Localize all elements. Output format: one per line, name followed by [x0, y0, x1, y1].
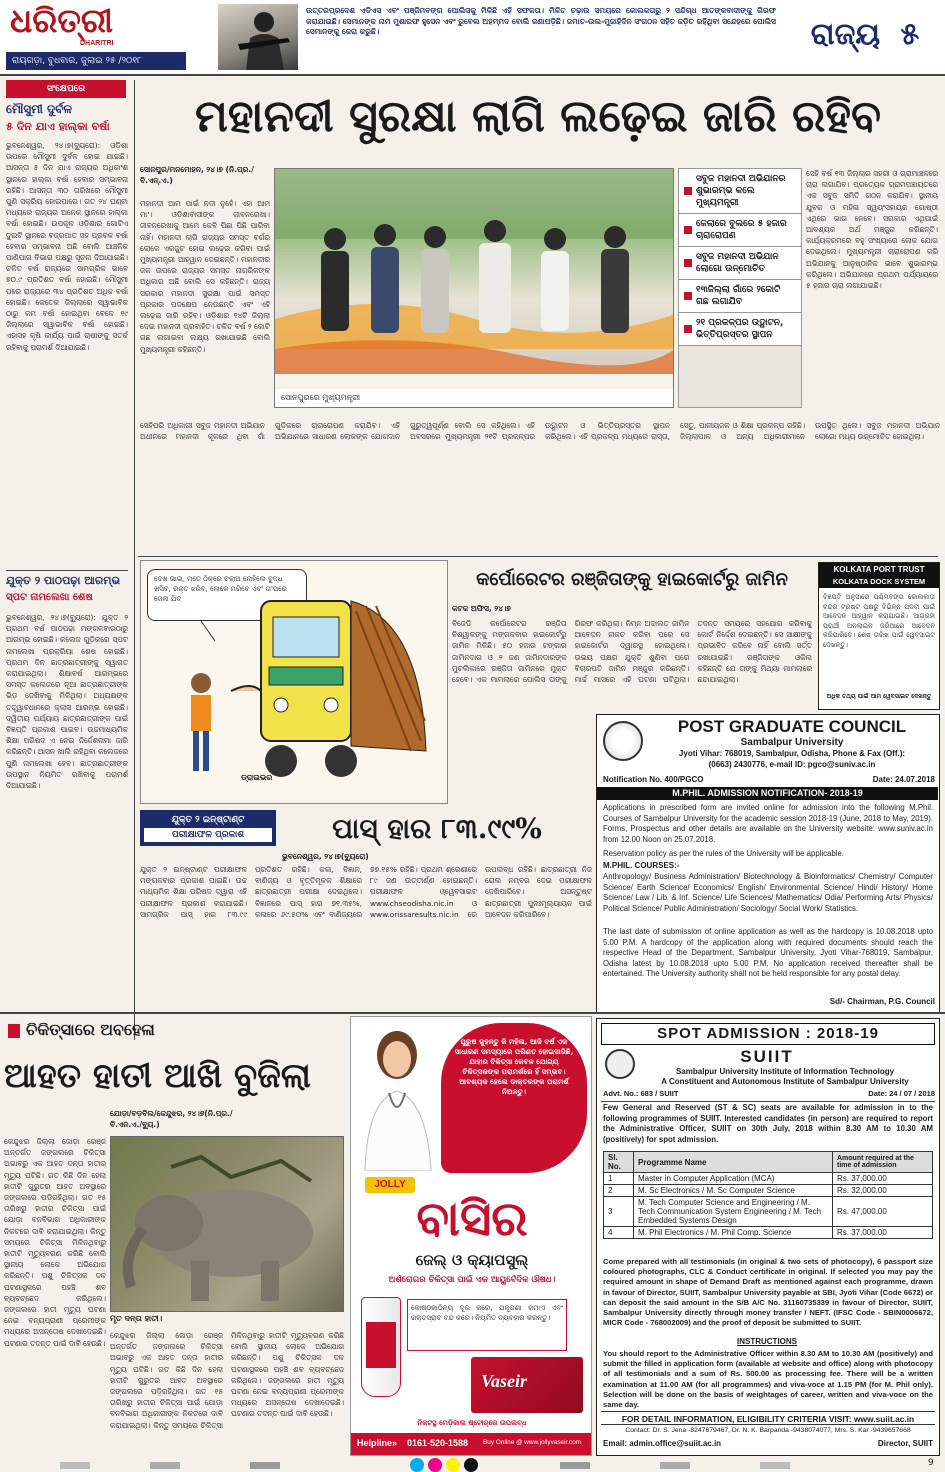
- basir-helpline-number: 0161-520-1588: [407, 1438, 469, 1448]
- lead-photo-caption: ସୋନପୁରରେ ମୁଖ୍ୟମନ୍ତ୍ରୀ: [275, 389, 674, 407]
- kolkata-ad-title-1: KOLKATA PORT TRUST: [819, 563, 939, 576]
- sidebar-story1-body: ଭୁବନେଶ୍ୱର, ୨୪।୭(ବ୍ୟୁରୋ): ଓଡ଼ିଶା ଉପରେ ମୌସୁମୀ ଦୁର୍ବଳ ହୋଇ ଯାଇଛି। ଆସନ୍ତା ୫ ଦିନ ଯାଏ ରାଜ୍ୟର ଅଧିକାଂଶ ସ୍ଥାନରେ ହାଲ୍କା ବର୍ଷା ହେବାର ସମ୍ଭାବନା ରହିଛି। ଆସନ୍ତା ୩୦ ତାରିଖରେ ମୌସୁମୀ ପୁଣି ସକ୍ରିୟ ହୋଇପାରେ। ଗତ ୨୪ ଘଣ୍ଟା ମଧ୍ୟରେ ରାଜ୍ୟର ଅନେକ ସ୍ଥାନରେ ହାଲ୍କା ବର୍ଷା ହୋଇଛି। ଉପକୂଳ ଓଡ଼ିଶାର ଗୋଟିଏ ଦୁଇଟି ସ୍ଥାନରେ ବଜ୍ରପାତ ସହ ପ୍ରବଳ ବର୍ଷା ହେବାର ସମ୍ଭାବନା ଅଛି ବୋଲି ଆଞ୍ଚଳିକ ପାଣିପାଗ ବିଭାଗ ପକ୍ଷରୁ ସୂଚନା ଦିଆଯାଇଛି। ଚଳିତ ବର୍ଷ ରାଜ୍ୟରେ ସାମଗ୍ରିକ ଭାବେ ୭୦.୯ ପ୍ରତିଶତ ବର୍ଷା ହୋଇଛି। ମୌସୁମୀ ପରେ ରାଜ୍ୟରେ ୩୪ ପ୍ରତିଶତ ଅଧିକ ବର୍ଷା ହୋଇଛି। କେତେକ ଜିଲ୍ଲାରେ ସ୍ୱାଭାବିକ ଠାରୁ କମ ବର୍ଷା ହୋଇଥିବା ବେଳେ ୧୯ ଜିଲ୍ଲାରେ ସ୍ୱାଭାବିକ ବର୍ଷା ହୋଇଛି। ଏହାସହ କୃଷି କାର୍ଯ୍ୟ ପାଇଁ ଚାଷୀଙ୍କୁ ସତର୍କ ରହିବାକୁ ପରାମର୍ଶ ଦିଆଯାଇଛି।: [6, 141, 128, 352]
- bullet-square-icon: [684, 259, 692, 267]
- suiit-logo-icon: [605, 1049, 635, 1079]
- grey-swatch: [150, 1462, 180, 1469]
- lead-body-mid: ସେହିପରି ଅଧିକାରୀ ସବୁଜ ମହାନଦୀ ଅଭିଯାନ ଅଧୀନରେ ମହାନଦୀ କୂଳରେ ଥିବା ଗାଁ ଗୁଡ଼ିକରେ ଚାରାରୋପଣ କରାଯିବ। ଏହି ଅଭିଯାନରେ ସାଧାରଣ ଲୋକଙ୍କ ଯୋଗଦାନ ଗୁରୁତ୍ୱପୂର୍ଣ୍ଣ ବୋଲି ସେ କହିଥିଲେ। ଏହି ଅବସରରେ ମୁଖ୍ୟମନ୍ତ୍ରୀ ୨୧ଟି ପ୍ରକଳ୍ପର ଉଦ୍ଘାଟନ ଓ ଭିତ୍ତିପ୍ରସ୍ତର ସ୍ଥାପନ କରିଥିଲେ। ଏହି ପ୍ରକଳ୍ପ ମଧ୍ୟରେ ରାସ୍ତା, ସେତୁ, ପାନୀୟଜଳ ଓ ଶିକ୍ଷା ପ୍ରକଳ୍ପ ରହିଛି। ଜିଲ୍ଲାପାଳ ଓ ଅନ୍ୟ ଅଧିକାରୀମାନେ ଉପସ୍ଥିତ ଥିଲେ। ସବୁଜ ମହାନଦୀ ଅଭିଯାନ ଲୋଗୋ ମଧ୍ୟ ଉନ୍ମୋଚିତ ହୋଇଥିଲା।: [140, 421, 940, 442]
- sidebar-story2-headline-2: ସ୍ପଟ ନାମଲେଖା ଶେଷ: [6, 592, 93, 603]
- basir-pack: [471, 1357, 583, 1413]
- table-cell: Rs. 37,000.00: [833, 1173, 933, 1185]
- table-header-cell: Amount required at the time of admission: [833, 1152, 933, 1173]
- sidebar-divider: [6, 570, 128, 571]
- lead-bullet-text: ଜେଲାରେ ବୁଲରେ ୫ ହଜାର ଚାରାରୋପଣ: [696, 219, 787, 241]
- suiit-sub2: A Constituent and Autonomous Institute of Sambalpur University: [661, 1077, 909, 1086]
- table-cell: Master in Computer Application (MCA): [634, 1173, 833, 1185]
- basir-callout: [441, 1023, 587, 1173]
- elephant-picture: [110, 1136, 344, 1312]
- section-title-text: ରାଜ୍ୟ: [810, 17, 881, 52]
- table-row: [604, 1227, 933, 1239]
- kolkata-ad-body: ବିଜ୍ଞପ୍ତି ଅନୁସାରେ ପଶ୍ଚିମବଙ୍ଗ କୋଲକାତା ବନ୍ଦର ଟ୍ରଷ୍ଟ ପକ୍ଷରୁ ବିଭିନ୍ନ ପଦବୀ ପାଇଁ ଆବେଦନ ଆହ୍ୱାନ କରାଯାଇଛି। ଆଗ୍ରହୀ ପ୍ରାର୍ଥୀ ଅନଲାଇନ ଜରିଆରେ ଆବେଦନ କରିପାରିବେ। ଶେଷ ତାରିଖ ପାଇଁ ୱେବସାଇଟ ଦେଖନ୍ତୁ।: [823, 593, 935, 649]
- bullet-square-icon: [684, 187, 692, 195]
- print-footer: [0, 1458, 945, 1472]
- lead-byline: ସୋନପୁର/ମନମୋହନ, ୨୪।୭ (ନି.ପ୍ର./ବି.ଏନ୍.ଏ.): [140, 165, 254, 185]
- lead-bullet-text: ୨୧ ପ୍ରକଳ୍ପର ଉଦ୍ଘାଟନ, ଭିତ୍ତିପ୍ରସ୍ତର ସ୍ଥାପନ: [696, 318, 784, 340]
- suiit-programme-table: [603, 1151, 933, 1239]
- doctor-illustration: [355, 1021, 439, 1171]
- sidebar-story1-headline-2: ୫ ଦିନ ଯାଏ ହାଲ୍କା ବର୍ଷା: [6, 120, 110, 133]
- grey-swatch: [660, 1462, 690, 1469]
- elephant-tag: [4, 1018, 184, 1044]
- cyan-mark-icon: [410, 1458, 424, 1472]
- table-cell: Rs. 37,000.00: [833, 1227, 933, 1239]
- page-number: ୫: [900, 17, 920, 52]
- masthead-teaser: ଉତ୍ତରପ୍ରଦେଶ ଏଡିଏସ ଏବଂ ପଞ୍ଜିମବଙ୍ଗ ପୋଲିସକୁ ମିଳିଛି ଏହି ସଫଳତା। ମିଳିତ ଚଢ଼ାଉ ସମୟରେ କୋଲକତାରୁ ୨ ସନ୍ଦିଗ୍ଧ ଆତଙ୍କବାଦୀଙ୍କୁ ଗିରଫ କରାଯାଇଛି। ସେମାନଙ୍କ ନାମ ମୁଶାରଫ ହୁସେନ ଏବଂ ରୁବେଲ ଅହମ୍ମଦ ବୋଲି ଜଣାପଡ଼ିଛି। ଜମାତ-ଉଲ-ମୁଜାହିଦିନ ସଂଗଠନ ସହିତ ଜଡ଼ିତ ରହିଥିବା ସନ୍ଦେହରେ ପୋଲିସ ସେମାନଙ୍କୁ ଜେରା କରୁଛି।: [306, 6, 776, 36]
- table-header-cell: Programme Name: [634, 1152, 833, 1173]
- lead-bullet: [679, 169, 801, 214]
- black-mark-icon: [464, 1458, 478, 1472]
- suiit-website: FOR DETAIL INFORMATION, ELIGIBILITY CRITERIA VISIT: www.suiit.ac.in: [601, 1411, 935, 1425]
- corp-body: ବିଜେଡି କର୍ପୋରେଟର ରଞ୍ଜିତା ବିଶ୍ୱାଳଙ୍କୁ ମଙ୍ଗଳବାର ହାଇକୋର୍ଟରୁ ଜାମିନ ମିଳିଛି। ୫୦ ହଜାର ଟଙ୍କାର ଜାମିନଦାର ଓ ୨ ଜଣ ଜାମିନଦାରଙ୍କ ମୁଚଲିକାରେ ରଞ୍ଜିତା ଜାମିନରେ ମୁକ୍ତ ହେବେ। ଏକ ମାମଲାରେ ପୋଲିସ ତାଙ୍କୁ ଗିରଫ କରିଥିଲା। ନିମ୍ନ ଅଦାଲତ ଜାମିନ ଆବେଦନ ନାକଚ କରିବା ପରେ ସେ ହାଇକୋର୍ଟର ଦ୍ୱାରସ୍ଥ ହୋଇଥିଲେ। ଉଭୟ ପକ୍ଷର ଯୁକ୍ତି ଶୁଣିବା ପରେ ବିଚାରପତି ଜାମିନ ମଞ୍ଜୁର କରିଛନ୍ତି। ମାର୍ଚ୍ଚ ମାସରେ ଏହି ଘଟଣା ଘଟିଥିଲା। ତଦନ୍ତ ସମୟରେ ସହଯୋଗ କରିବାକୁ କୋର୍ଟ ନିର୍ଦ୍ଦେଶ ଦେଇଛନ୍ତି। ସେ ସାକ୍ଷୀଙ୍କୁ ପ୍ରଭାବିତ କରିବେ ନାହିଁ ବୋଲି ସର୍ତ୍ତ ରଖାଯାଇଛି। ରଞ୍ଜିତାଙ୍କ ଓକିଲ କହିଛନ୍ତି ଯେ ତାଙ୍କୁ ମିଥ୍ୟା ମାମଲାରେ ଛନ୍ଦାଯାଇଥିଲା।: [452, 619, 812, 685]
- lead-bullet: [679, 247, 801, 280]
- exam-tag-1: ଯୁକ୍ତ ୨ ଇନ୍‌ଷ୍ଟାଣ୍ଟ: [171, 815, 245, 825]
- sidebar-story2-body: ଭୁବନେଶ୍ୱର, ୨୪।୭(ବ୍ୟୁରୋ): ଯୁକ୍ତ ୨ ପ୍ରଥମ ବର୍ଷ ପାଠପଢ଼ା ମଙ୍ଗଳବାରଠାରୁ ଆରମ୍ଭ ହୋଇଛି। କଲେଜ ଗୁଡ଼ିକରେ ସ୍ପଟ ନାମଲେଖା ପ୍ରକ୍ରିୟା ଶେଷ ହୋଇଛି। ପ୍ରଥମ ଦିନ ଛାତ୍ରଛାତ୍ରୀଙ୍କୁ ସ୍ୱାଗତ କରାଯାଇଥିଲା। ଶିକ୍ଷାବର୍ଷ ଆରମ୍ଭରେ ସମସ୍ତ କଲେଜରେ ନୂଆ ଛାତ୍ରଛାତ୍ରୀଙ୍କ ଭିଡ଼ ଦେଖିବାକୁ ମିଳିଥିଲା। ଅଧ୍ୟକ୍ଷଙ୍କ ତତ୍ତ୍ୱାବଧାନରେ କ୍ଲାସ ଆରମ୍ଭ ହୋଇଛି। ଦ୍ୱିତୀୟ ପର୍ଯ୍ୟାୟ ଛାତ୍ରଛାତ୍ରୀଙ୍କ ପାଇଁ ବିଜ୍ଞପ୍ତି ପ୍ରକାଶ ପାଇବ। ଉଚ୍ଚମାଧ୍ୟମିକ ଶିକ୍ଷା ପରିଷଦ ଏ ନେଇ ନିର୍ଦ୍ଦେଶନାମା ଜାରି କରିଛନ୍ତି। ଆସନ ଖାଲି ରହିଥିବା କଲେଜରେ ପୁଣି ନାମଲେଖା ହେବ। ଛାତ୍ରଛାତ୍ରୀଙ୍କ ଉପସ୍ଥାନ ନିୟମିତ ରଖିବାକୁ ପରାମର୍ଶ ଦିଆଯାଇଛି।: [6, 613, 128, 791]
- suiit-ad: [596, 1018, 940, 1456]
- basir-callout-text: ପୁରୁଷ କୁହନ୍ତୁ କି ମହିଳା, ଆଜି ବର୍ଷ ଏକ ସାଧାରଣ ସମସ୍ୟାରେ ପରିଣତ ହୋଇସାରିଛି, ଯାହାର ଚିକିତ୍ସା କେବଳ ଯୋଗ୍ୟ ଚିକିତ୍ସକଙ୍କ ପରାମର୍ଶରେ ହିଁ ସମ୍ଭବ। ଆବଶ୍ୟକ ହେଲେ ଡାକ୍ତରଙ୍କ ପରାମର୍ଶ ନିଅନ୍ତୁ।: [454, 1037, 574, 1096]
- exam-tag: [140, 810, 276, 846]
- exam-byline: ଭୁବନେଶ୍ୱର, ୨୪।୭(ବ୍ୟୁରୋ): [282, 852, 369, 861]
- lead-headline: ମହାନଦୀ ସୁରକ୍ଷା ଲାଗି ଲଢ଼େଇ ଜାରି ରହିବ: [194, 91, 882, 142]
- basir-pack-text: Vaseir: [481, 1371, 528, 1391]
- kolkata-port-ad: [818, 562, 940, 710]
- basir-helpline-label: Helpline»: [357, 1438, 398, 1448]
- basir-info: କୋଷ୍ଠକାଠିନ୍ୟ ଦୂର କରେ, ଯନ୍ତ୍ରଣା କମାଏ ଏବଂ ରକ୍ତସ୍ରାବ ବନ୍ଦ କରେ। ନିୟମିତ ବ୍ୟବହାର କରନ୍ତୁ।: [407, 1299, 567, 1351]
- elephant-photo-caption: ମୃତ ଦନ୍ତା ହାତୀ।: [110, 1314, 163, 1323]
- cartoon-speech-text: ଦେଖ ଭାଇ, ମତେ ଠିକ୍‌ରେ ଚଲାଅ ନୋହିଲେ ବୁଦ୍ଧ ଖସିବ, ରକ୍ତ ଝରିବ, ଲୋକେ ମରିବେ ଏବଂ ତା'ପରେ ଜେଲ ଯିବ: [154, 575, 287, 603]
- bullet-square-icon: [684, 325, 692, 333]
- cartoon: [140, 560, 448, 804]
- cartoon-illustration: [141, 561, 448, 804]
- sidebar-header: ସଂକ୍ଷେପରେ: [6, 80, 126, 98]
- table-cell: 2: [604, 1185, 634, 1197]
- kolkata-ad-title-2: KOLKATA DOCK SYSTEM: [819, 576, 939, 588]
- elephant-body-bottom: କେନ୍ଦୁଝର ଜିଲ୍ଲା ଜୋଡ଼ା ରେଞ୍ଜ ଅନ୍ତର୍ଗତ ଜଙ୍ଗଲରେ ଚିକିତ୍ସା ଅଭାବରୁ ଏକ ଆହତ ଦନ୍ତା ହାତୀର ମୃତ୍ୟୁ ଘଟିଛି। ଗତ କିଛି ଦିନ ହେଲା ହାତୀଟି ଗୁରୁତର ଆହତ ଅବସ୍ଥାରେ ଜଙ୍ଗଲରେ ପଡ଼ିରହିଥିଲା। ଗତ ୧୫ ତାରିଖରୁ ହାତୀର ଚିକିତ୍ସା ପାଇଁ ଯୋଡ଼ା ବନବିଭାଗ ଅଧିକାରୀଙ୍କ ନିକଟରେ ଦାବି କରାଯାଇଥିଲା। କିନ୍ତୁ ସମୟରେ ଚିକିତ୍ସା ମିଳିନଥିବାରୁ ହାତୀଟି ମୃତ୍ୟୁବରଣ କରିଛି ବୋଲି ସ୍ଥାନୀୟ ଲୋକେ ଅଭିଯୋଗ କରିଛନ୍ତି। ପଶୁ ଚିକିତ୍ସକ ଦଳ ଘଟଣାସ୍ଥଳରେ ପହଞ୍ଚି ଶବ ବ୍ୟବଚ୍ଛେଦ କରିଥିଲେ। ଜଙ୍ଗଲରେ ହାତୀ ମୃତ୍ୟୁ ଘଟଣା ନେଇ ବନ୍ୟପ୍ରାଣୀ ପ୍ରେମୀଙ୍କ ମଧ୍ୟରେ ଅସନ୍ତୋଷ ଦେଖାଦେଇଛି। ଘଟଣାର ତଦନ୍ତ ପାଇଁ ଦାବି ହେଉଛି।: [110, 1331, 344, 1430]
- lead-body-right-top: ସେହି ବର୍ଷ ୧୩ ଜିଲ୍ଲାର ସହରୀ ଓ ଗ୍ରାମାଞ୍ଚଳରେ ଚାରା ଲଗାଯିବ। ପ୍ରତ୍ୟେକ ଗ୍ରାମପଞ୍ଚାୟତରେ ଏକ ସବୁଜ ସମିତି ଗଠନ କରାଯିବ। ସ୍ଥାନୀୟ ଯୁବକ ଓ ମହିଳା ସ୍ୱୟଂସହାୟକ ଗୋଷ୍ଠୀ ଏଥିରେ ଭାଗ ନେବେ। ସରକାର ଏଥିପାଇଁ ଆବଶ୍ୟକ ଅର୍ଥ ମଞ୍ଜୁର କରିଛନ୍ତି। କାର୍ଯ୍ୟକ୍ରମରେ ବହୁ ସଂଖ୍ୟାରେ ଲୋକ ଯୋଗ ଦେଇଥିଲେ। ମୁଖ୍ୟମନ୍ତ୍ରୀ ଚାରାରୋପଣ କରି ଅଭିଯାନକୁ ଆନୁଷ୍ଠାନିକ ଭାବେ ଶୁଭାରମ୍ଭ କରିଥିଲେ। ଅଭିଯାନରେ ପ୍ରଥମ ପର୍ଯ୍ୟାୟରେ ୫ ହଜାର ଚାରା ଲଗାଯାଇଛି।: [806, 169, 938, 291]
- pgc-university: Sambalpur University: [740, 737, 844, 748]
- corp-byline: କଟକ ଅଫିସ, ୨୪।୭: [452, 604, 511, 613]
- sidebar-vrule: [134, 80, 135, 1040]
- lead-photo: [274, 168, 674, 408]
- bullet-square-icon: [684, 226, 692, 234]
- dateline: ରାୟଗଡ଼ା, ବୁଧବାର, ଜୁଲାଇ ୨୫ /୨୦୧୮: [6, 52, 186, 70]
- elephant-tag-text: ଚିକିତ୍ସାରେ ଅବହେଳା: [26, 1020, 155, 1039]
- tube-label: [366, 1322, 396, 1368]
- basir-online: Buy Online @ www.jollyvaseir.com: [483, 1439, 582, 1446]
- suiit-email: Email: admin.office@suiit.ac.in: [603, 1439, 722, 1448]
- lead-bullets: [678, 168, 802, 408]
- grey-swatch: [760, 1462, 790, 1469]
- lead-bottom-rule: [138, 556, 938, 557]
- lead-bullet-text: ୧୩ଜିଲ୍ଲା ଗାଁରେ ୨କୋଟି ଗଛ ଲଗାଯିବ: [696, 285, 781, 307]
- suiit-instructions: You should report to the Administrative Officer within 8.30 AM to 10.30 AM (positively) and submit the filled in application form (available at website and office) along with photocopy of all testimonials and a sum of Rs. 500.00 as processing fee. There will be a written examination at 11.00 AM (for all programmes) and viva-voce at 1.15 PM (for M. Phil only). Selection will be done on the basis of weightages of career, written and viva-voce on the same day.: [603, 1349, 933, 1409]
- basir-tagline: ଅର୍ଶରୋଗର ଚିକିତ୍ସା ପାଇଁ ଏକ ଆୟୁର୍ବେଦିକ ଔଷଧ।: [388, 1275, 556, 1285]
- table-cell: M. Phil Electronics / M. Phil Comp. Science: [634, 1227, 833, 1239]
- suiit-date: Date: 24 / 07 / 2018: [868, 1089, 935, 1098]
- masthead-photo: [218, 4, 298, 70]
- suiit-table-wrap: [603, 1151, 933, 1255]
- dead-elephant-illustration: [111, 1137, 344, 1312]
- basir-brand: ବାସିର: [416, 1191, 528, 1247]
- lead-bullet: [679, 214, 801, 247]
- elephant-byline: ଯୋଡ଼ା/ବଡ଼ବିଲ/କେନ୍ଦୁଝର, ୨୪।୭(ନି.ପ୍ର./ବି.ଏନ.ଏ./ବ୍ୟୁ.): [110, 1109, 233, 1129]
- table-cell: Rs. 47,000.00: [833, 1197, 933, 1227]
- table-cell: M. Sc Electronics / M. Sc Computer Science: [634, 1185, 833, 1197]
- gunman-silhouette-icon: [218, 4, 298, 70]
- pgc-contact: (0663) 2430776, e-mail ID: pgco@suniv.ac.in: [708, 760, 876, 769]
- suiit-advt: Advt. No.: 683 / SUIIT: [603, 1089, 679, 1098]
- bullet-square-icon: [684, 292, 692, 300]
- kolkata-ad-footer: ଅଧିକ ତଥ୍ୟ ପାଇଁ ଆମ ୱେବସାଇଟ ଦେଖନ୍ତୁ: [826, 693, 932, 700]
- suiit-header-rule: [601, 1101, 935, 1102]
- pgc-courses-label: M.PHIL. COURSES:-: [603, 861, 680, 870]
- table-cell: Rs. 32,000.00: [833, 1185, 933, 1197]
- magenta-mark-icon: [428, 1458, 442, 1472]
- pgc-para3: The last date of submission of online application as well as the hardcopy is 10.08.2018 upto 5.00 P.M. A hardcopy of the application along with required documents should reach the respective Head of the Department, Sambalpur University, Jyoti Vihar-768019, Sambalpur, Odisha latest by 10.08.2018 upto 5.00 P.M. No application received thereafter shall be entertained. The University authority shall not be held responsible for any postal delay.: [603, 927, 933, 978]
- basir-ad: [350, 1016, 592, 1456]
- table-cell: 4: [604, 1227, 634, 1239]
- suiit-instructions-title: INSTRUCTIONS: [737, 1337, 797, 1346]
- basir-brand-small: JOLLY: [365, 1177, 415, 1193]
- grey-swatch: [560, 1462, 590, 1469]
- lead-bullet: [679, 280, 801, 313]
- table-row: [604, 1197, 933, 1227]
- newspaper-logo: ଧରିତ୍ରୀ: [10, 1, 114, 40]
- table-cell: 1: [604, 1173, 634, 1185]
- exam-bottom-rule: [0, 1012, 945, 1014]
- suiit-name: SUIIT: [740, 1047, 794, 1066]
- suiit-intro: Few General and Reserved (ST & SC) seats are available for admission in to the following programmes of SUIIT. Interested candidates (in person) are required to report the Administrative Officer, SUIIT on 30th July, 2018 within 8.30 AM to 10.30 AM (positively) for spot admission.: [603, 1103, 933, 1144]
- cartoon-driver-label: ଡ୍ରାଇଭର: [241, 773, 273, 782]
- pgc-signature: Sd/- Chairman, P.G. Council: [829, 997, 935, 1006]
- pgc-para1: Applications in prescribed form are invited online for admission into the following M.Phil. Courses of Sambalpur University for the academic session 2018-19 (June, 2018 to May, 2019). Forms, Prospectus and other details are available on the University website: www.suniv.ac.in from 12.00 Noon on 25.07.2018.: [603, 803, 933, 844]
- pgc-band: M.PHIL. ADMISSION NOTIFICATION- 2018-19: [597, 787, 938, 800]
- doctor-figure: [355, 1021, 439, 1171]
- yellow-mark-icon: [446, 1458, 460, 1472]
- grey-swatch: [60, 1462, 90, 1469]
- exam-body: ଯୁକ୍ତ ୨ ଇନ୍‌ଷ୍ଟାଣ୍ଟ ପରୀକ୍ଷାଫଳ ମଙ୍ଗଳବାର ପ୍ରକାଶ ପାଇଛି। ଉଚ୍ଚ ମାଧ୍ୟମିକ ଶିକ୍ଷା ପରିଷଦ ଦ୍ୱାରା ଏହି ପରୀକ୍ଷାଫଳ ପ୍ରକାଶ କରାଯାଇଛି। ସାମଗ୍ରିକ ପାସ୍ ହାର ୮୩.୯୯ ପ୍ରତିଶତ ରହିଛି। କଳା, ବିଜ୍ଞାନ, ବାଣିଜ୍ୟ ଓ ବୃତ୍ତିମୂଳକ ଶିକ୍ଷାରେ ଛାତ୍ରଛାତ୍ରୀ ପରୀକ୍ଷା ଦେଇଥିଲେ। ବିଜ୍ଞାନରେ ପାସ୍ ହାର ୭୧.୩୫%, କଳାରେ ୬୯.୫୦% ଏବଂ ବାଣିଜ୍ୟରେ ୭୭.୧୫% ରହିଛି। ପ୍ରଥମ ଶ୍ରେଣୀରେ ୮୯ ଜଣ ଉତ୍ତୀର୍ଣ୍ଣ ହୋଇଛନ୍ତି। ପରୀକ୍ଷାଫଳ ଓ୍ୱେବସାଇଟ www.chseodisha.nic.in ଓ www.orissaresults.nic.in ରେ ଉପଲବ୍ଧ ରହିଛି। ଛାତ୍ରଛାତ୍ରୀ ନିଜ ରୋଲ ନମ୍ବର ଦେଇ ପରୀକ୍ଷାଫଳ ଦେଖିପାରିବେ। ଅସନ୍ତୁଷ୍ଟ ଛାତ୍ରଛାତ୍ରୀ ପୁନଃମୂଲ୍ୟାୟନ ପାଇଁ ଆବେଦନ କରିପାରିବେ।: [140, 865, 592, 919]
- suiit-banner: SPOT ADMISSION : 2018-19: [601, 1023, 935, 1045]
- suiit-contact: Contact: Dr. S. Jena -8247679467, Dr. N. K. Barpanda -9438074077, Mrs. S. Kar -9439657668: [625, 1427, 911, 1434]
- basir-helpline-bar: [351, 1433, 591, 1455]
- red-square-icon: [8, 1024, 20, 1038]
- pgc-ad: [596, 714, 940, 1014]
- pgc-para2: Reservation policy as per the rules of the University will be applicable.: [603, 849, 844, 858]
- table-cell: M. Tech Computer Science and Engineering / M. Tech Communication System Engineering / M. Tech Embedded Systems Design: [634, 1197, 833, 1227]
- pgc-courses: Anthropology/ Business Administration/ Biotechnology & Bioinformatics/ Chemistry/ Computer Science/ Earth Science/ Economics/ English/ Environmental Science/ Hindi/ History/ Home Science/ Law / Lib. & Inf. Science/ Life Sciences/ Mathematics/ Odia/ Performing Arts/ Physics/ Political Science/ Public Administration/ Sociology/ Social Work/ Statistics.: [603, 872, 933, 913]
- lead-bullet: [679, 313, 801, 346]
- exam-tag-2: ପରୀକ୍ଷାଫଳ ପ୍ରକାଶ: [144, 828, 272, 842]
- pgc-title: POST GRADUATE COUNCIL: [677, 717, 907, 736]
- section-title: [790, 10, 940, 60]
- university-seal-icon: [603, 721, 643, 761]
- footer-page-number: 9: [928, 1458, 934, 1468]
- corp-headline: କର୍ପୋରେଟର ରଞ୍ଜିତାଙ୍କୁ ହାଇକୋର୍ଟରୁ ଜାମିନ: [476, 569, 788, 590]
- elephant-body-left: କେନ୍ଦୁଝର ଜିଲ୍ଲା ଜୋଡ଼ା ରେଞ୍ଜ ଅନ୍ତର୍ଗତ ଜଙ୍ଗଲରେ ଚିକିତ୍ସା ଅଭାବରୁ ଏକ ଆହତ ଦନ୍ତା ହାତୀର ମୃତ୍ୟୁ ଘଟିଛି। ଗତ କିଛି ଦିନ ହେଲା ହାତୀଟି ଗୁରୁତର ଆହତ ଅବସ୍ଥାରେ ଜଙ୍ଗଲରେ ପଡ଼ିରହିଥିଲା। ଗତ ୧୫ ତାରିଖରୁ ହାତୀର ଚିକିତ୍ସା ପାଇଁ ଯୋଡ଼ା ବନବିଭାଗ ଅଧିକାରୀଙ୍କ ନିକଟରେ ଦାବି କରାଯାଇଥିଲା। କିନ୍ତୁ ସମୟରେ ଚିକିତ୍ସା ମିଳିନଥିବାରୁ ହାତୀଟି ମୃତ୍ୟୁବରଣ କରିଛି ବୋଲି ସ୍ଥାନୀୟ ଲୋକେ ଅଭିଯୋଗ କରିଛନ୍ତି। ପଶୁ ଚିକିତ୍ସକ ଦଳ ଘଟଣାସ୍ଥଳରେ ପହଞ୍ଚି ଶବ ବ୍ୟବଚ୍ଛେଦ କରିଥିଲେ। ଜଙ୍ଗଲରେ ହାତୀ ମୃତ୍ୟୁ ଘଟଣା ନେଇ ବନ୍ୟପ୍ରାଣୀ ପ୍ରେମୀଙ୍କ ମଧ୍ୟରେ ଅସନ୍ତୋଷ ଦେଖାଦେଇଛି। ଘଟଣାର ତଦନ୍ତ ପାଇଁ ଦାବି ହେଉଛି।: [4, 1137, 106, 1348]
- pgc-address: Jyoti Vihar: 768019, Sambalpur, Odisha, Phone & Fax (Off.):: [678, 749, 906, 758]
- pgc-date: Date: 24.07.2018: [872, 775, 935, 784]
- table-header-cell: Sl. No.: [604, 1152, 634, 1173]
- table-cell: 3: [604, 1197, 634, 1227]
- suiit-director: Director, SUIIT: [877, 1439, 933, 1448]
- lead-bullet-text: ସବୁଜ ମହାନଦୀ ଅଭିଯାନ ଲୋଗୋ ଉନ୍ମୋଚିତ: [696, 252, 779, 274]
- masthead: [0, 0, 945, 74]
- elephant-headline: ଆହତ ହାତୀ ଆଖି ବୁଜିଲା: [4, 1056, 311, 1096]
- ceremony-photo-illustration: [275, 169, 674, 408]
- table-row: [604, 1185, 933, 1197]
- sidebar-story2-headline-1: ଯୁକ୍ତ ୨ ପାଠପଢ଼ା ଆରମ୍ଭ: [6, 574, 121, 587]
- table-header-row: [604, 1152, 933, 1173]
- exam-headline: ପାସ୍ ହାର ୮୩.୯୯%: [332, 812, 542, 845]
- newspaper-logo-sub: DHARITRI: [80, 40, 114, 47]
- lead-bullet-text: ସବୁଜ ମହାନଦୀ ଅଭିଯାନର ଶୁଭାରମ୍ଭ କଲେ ମୁଖ୍ୟମନ୍ତ୍ରୀ: [696, 174, 786, 208]
- suiit-body: Come prepared with all testimonials (in original & two sets of photocopy), 6 passport size coloured photographs, CLC & Conduct certificate in original. If selected you may pay the required amount in shape of Demand Draft as mentioned against each programme, drawn in favour of Director, SUIIT, Sambalpur University payable at SBI, Jyoti Vihar (Code 6672) or can deposit the said amount in the S/B A/C No. 31160735339 in favour of Director, SUIIT, Sambalpur University directly through money transfer / NEFT. (IFSC Code - SBIN0006672, MICR Code - 768002009) and the proof of deposit be submitted to SUIIT.: [603, 1257, 933, 1328]
- lead-body-left: ମହାନଦୀ ଆମ ପାଇଁ ନଦୀ ନୁହେଁ। ଏହା ଆମ ମା'। ଓଡ଼ିଶାବାସୀଙ୍କ ଜୀବନରେଖା। ଜୀବନରେଖାକୁ ଆମେ କେବି ପିଛା ପିଛି ପାରିବା ନାହିଁ। ମହାନଦୀ ଲାଗି ରାଜ୍ୟର ସମସ୍ତ ବର୍ଗର ଲୋକେ ଏକଜୁଟ ହୋଇ ଲଢ଼େଇ କରିବା ପାଇଁ ମୁଖ୍ୟମନ୍ତ୍ରୀ ଆହ୍ୱାନ ଦେଇଛନ୍ତି। ମହାନଦୀର ଜଳ ଉପରେ ରାଜ୍ୟର ସମସ୍ତ ନାଗରିକଙ୍କ ଅଧିକାର ଅଛି ବୋଲି ସେ କହିଛନ୍ତି। ରାଜ୍ୟ ସରକାର ମହାନଦୀ ସୁରକ୍ଷା ପାଇଁ ସମସ୍ତ ପ୍ରକାର ପଦକ୍ଷେପ ନେଉଛନ୍ତି ଏବଂ ଏହି ଲଢ଼େଇ ଜାରି ରହିବ। ଓଡ଼ିଶାର ୧୪ଟି ଜିଲ୍ଲା ଦେଇ ମହାନଦୀ ପ୍ରବାହିତ। ଚଳିତ ବର୍ଷ ୨ କୋଟି ଗଛ ଲଗାଇବା ଲକ୍ଷ୍ୟ ରଖାଯାଇଛି ବୋଲି ମୁଖ୍ୟମନ୍ତ୍ରୀ କହିଛନ୍ତି।: [140, 199, 270, 354]
- suiit-sub1: Sambalpur University Institute of Information Technology: [675, 1067, 895, 1076]
- sidebar-story1-headline-1: ମୌସୁମୀ ଦୁର୍ବଳ: [6, 102, 73, 116]
- basir-product: ଜେଲ୍ ଓ କ୍ୟାପସୁଲ୍: [415, 1251, 529, 1269]
- basir-top-strip: ନିକଟସ୍ଥ ମେଡ଼ିକାଲ ଷ୍ଟୋର୍‌ରେ ଉପଲବ୍ଧ: [417, 1419, 527, 1427]
- table-row: [604, 1173, 933, 1185]
- pgc-notification-no: Notification No. 400/PGCO: [603, 775, 704, 784]
- grey-swatch: [250, 1462, 280, 1469]
- basir-tube: [361, 1297, 401, 1397]
- masthead-rule: [0, 74, 945, 76]
